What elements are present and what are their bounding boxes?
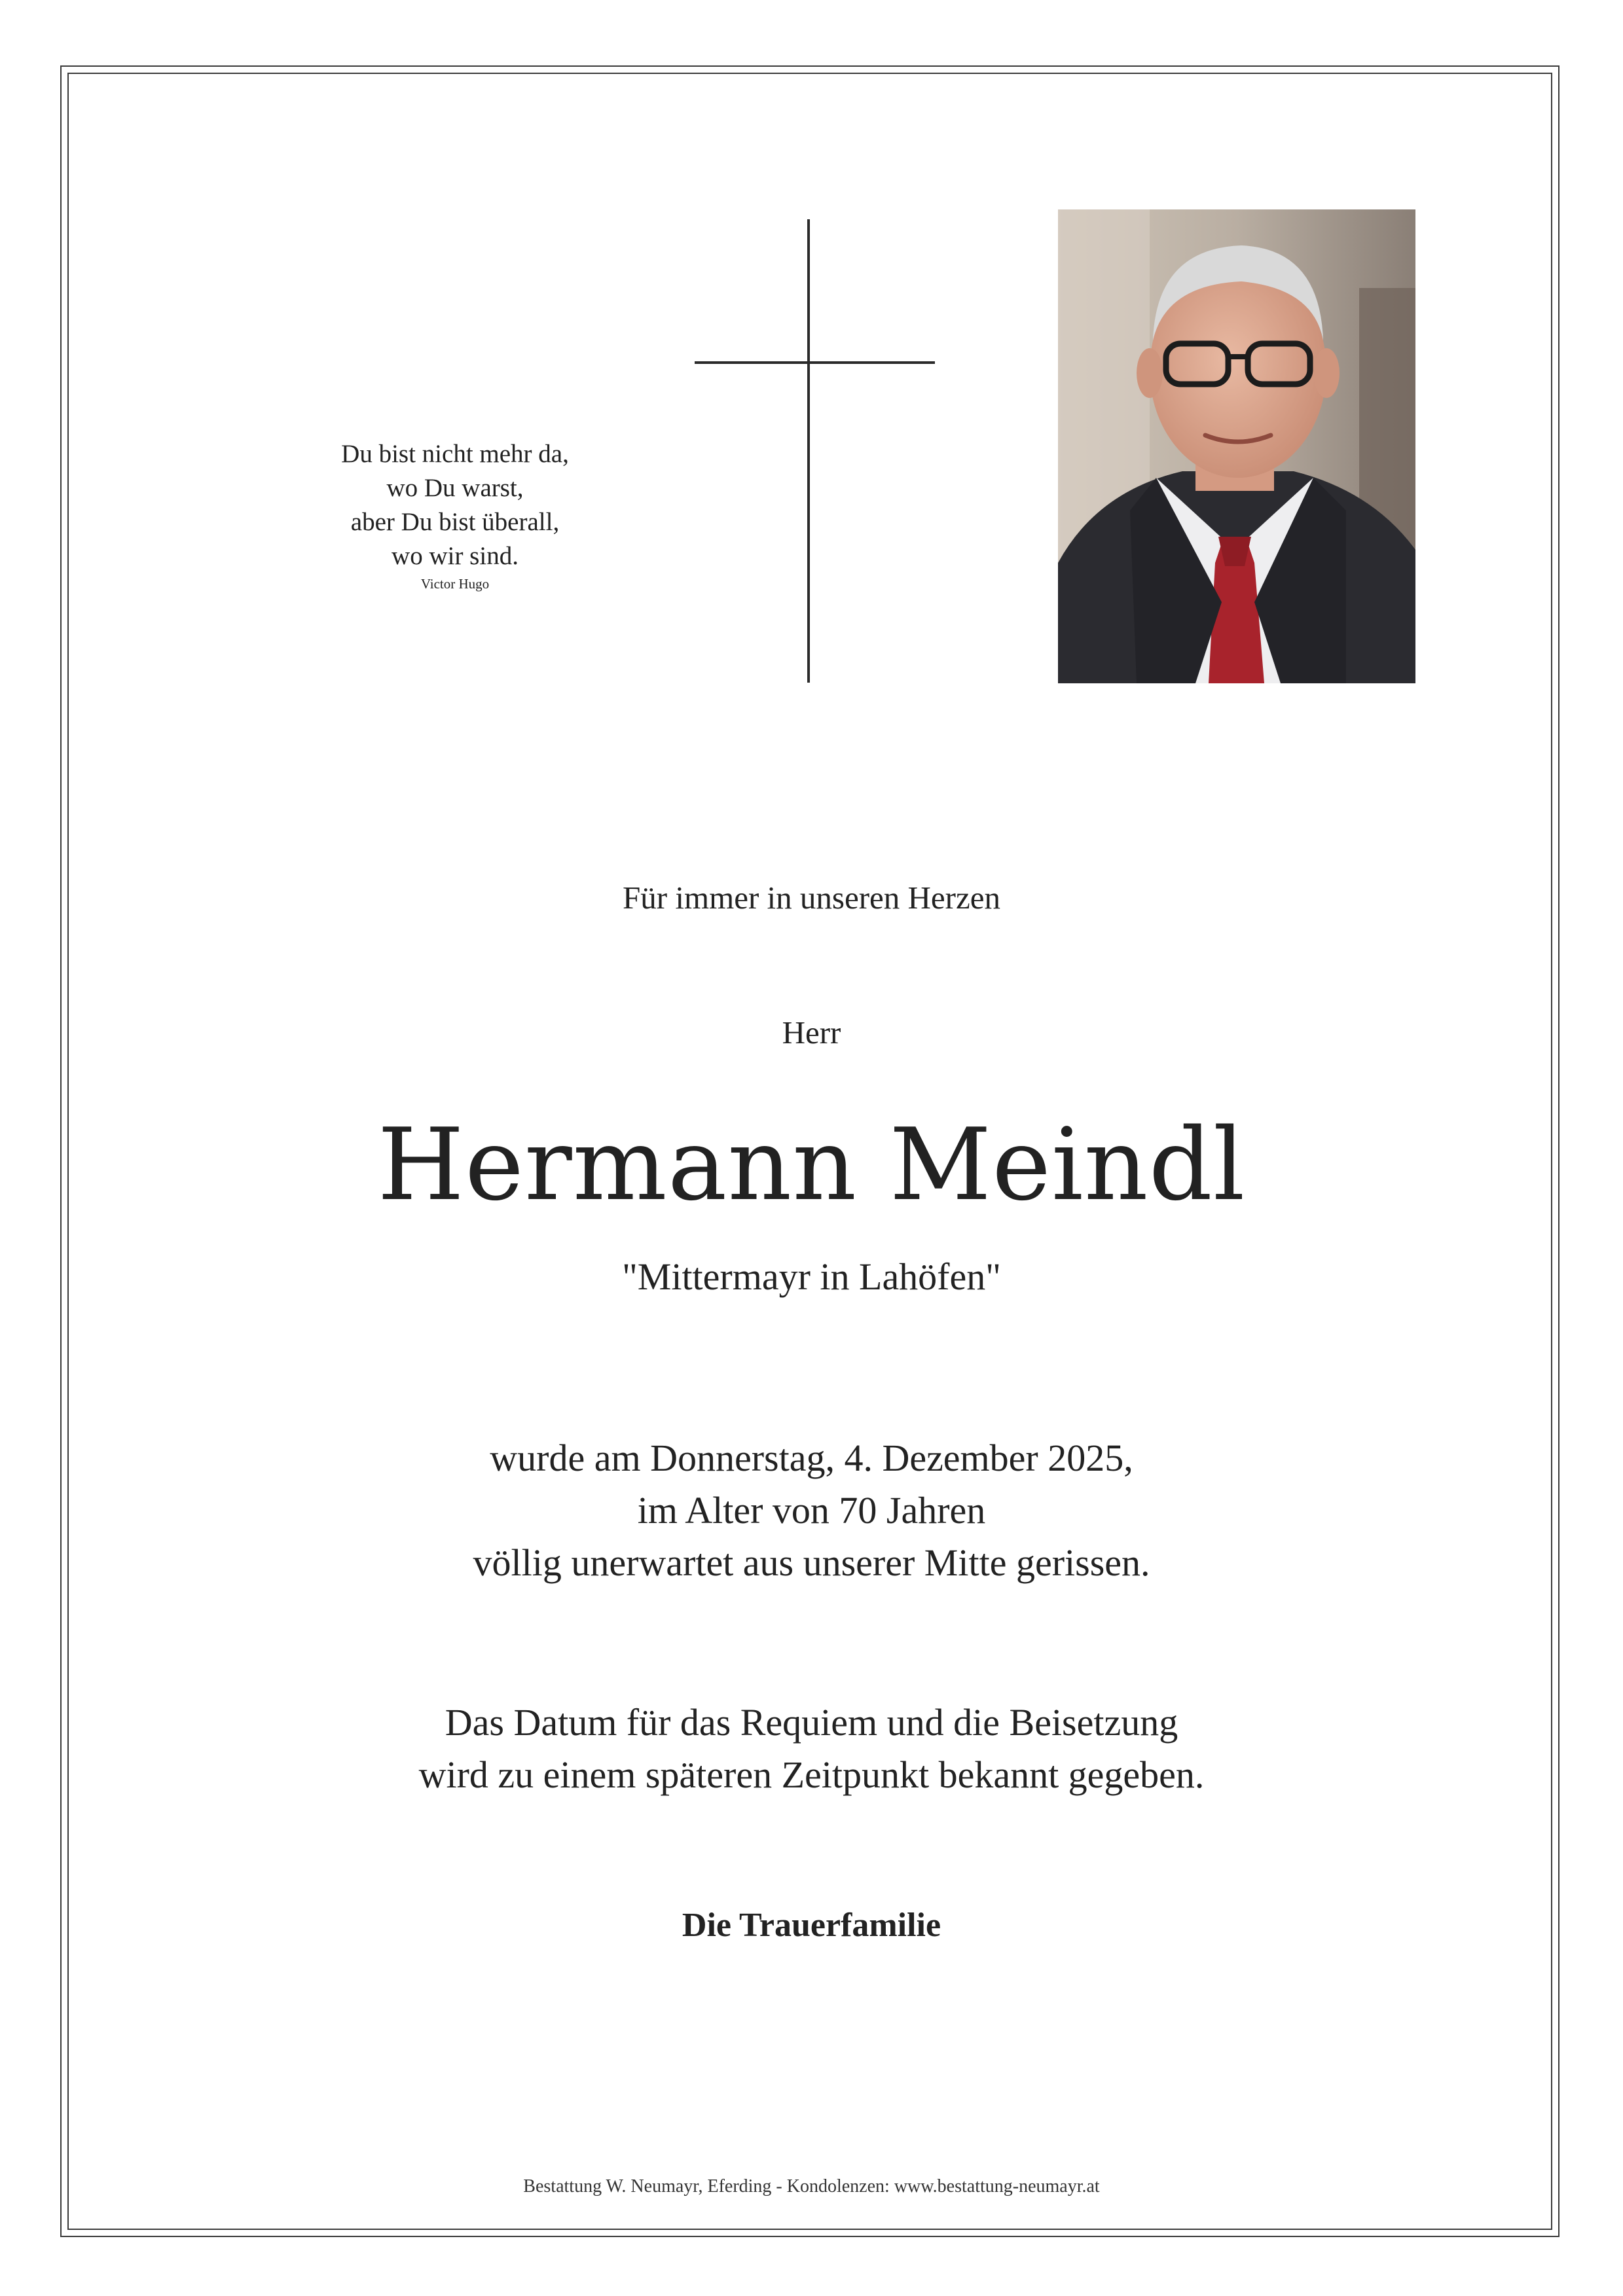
funeral-notice-line: wird zu einem späteren Zeitpunkt bekannt gegeben. xyxy=(418,1753,1205,1796)
family-signature: Die Trauerfamilie xyxy=(682,1907,941,1944)
quote-line: Du bist nicht mehr da, xyxy=(341,440,569,468)
salutation: Herr xyxy=(782,1014,841,1050)
tagline: Für immer in unseren Herzen xyxy=(623,880,1000,916)
cross-icon xyxy=(807,219,810,683)
quote-author: Victor Hugo xyxy=(420,576,490,592)
funeral-notice xyxy=(131,1696,1492,1801)
quote-line: aber Du bist überall, xyxy=(350,508,560,536)
death-notice-line: im Alter von 70 Jahren xyxy=(637,1489,986,1532)
death-notice xyxy=(131,1432,1492,1589)
funeral-notice-line: Das Datum für das Requiem und die Beisetzung xyxy=(445,1701,1178,1744)
quote-line: wo wir sind. xyxy=(392,542,519,570)
deceased-name: Hermann Meindl xyxy=(377,1107,1246,1223)
portrait-photo xyxy=(1058,209,1415,683)
cross-icon-bar xyxy=(695,361,935,364)
deceased-nickname: "Mittermayr in Lahöfen" xyxy=(622,1255,1001,1298)
quote-line: wo Du warst, xyxy=(386,474,524,502)
death-notice-line: völlig unerwartet aus unserer Mitte gerissen. xyxy=(473,1541,1150,1584)
death-notice-line: wurde am Donnerstag, 4. Dezember 2025, xyxy=(490,1437,1133,1479)
footer-text: Bestattung W. Neumayr, Eferding - Kondolenzen: www.bestattung-neumayr.at xyxy=(523,2176,1100,2197)
quote-block xyxy=(259,437,651,593)
